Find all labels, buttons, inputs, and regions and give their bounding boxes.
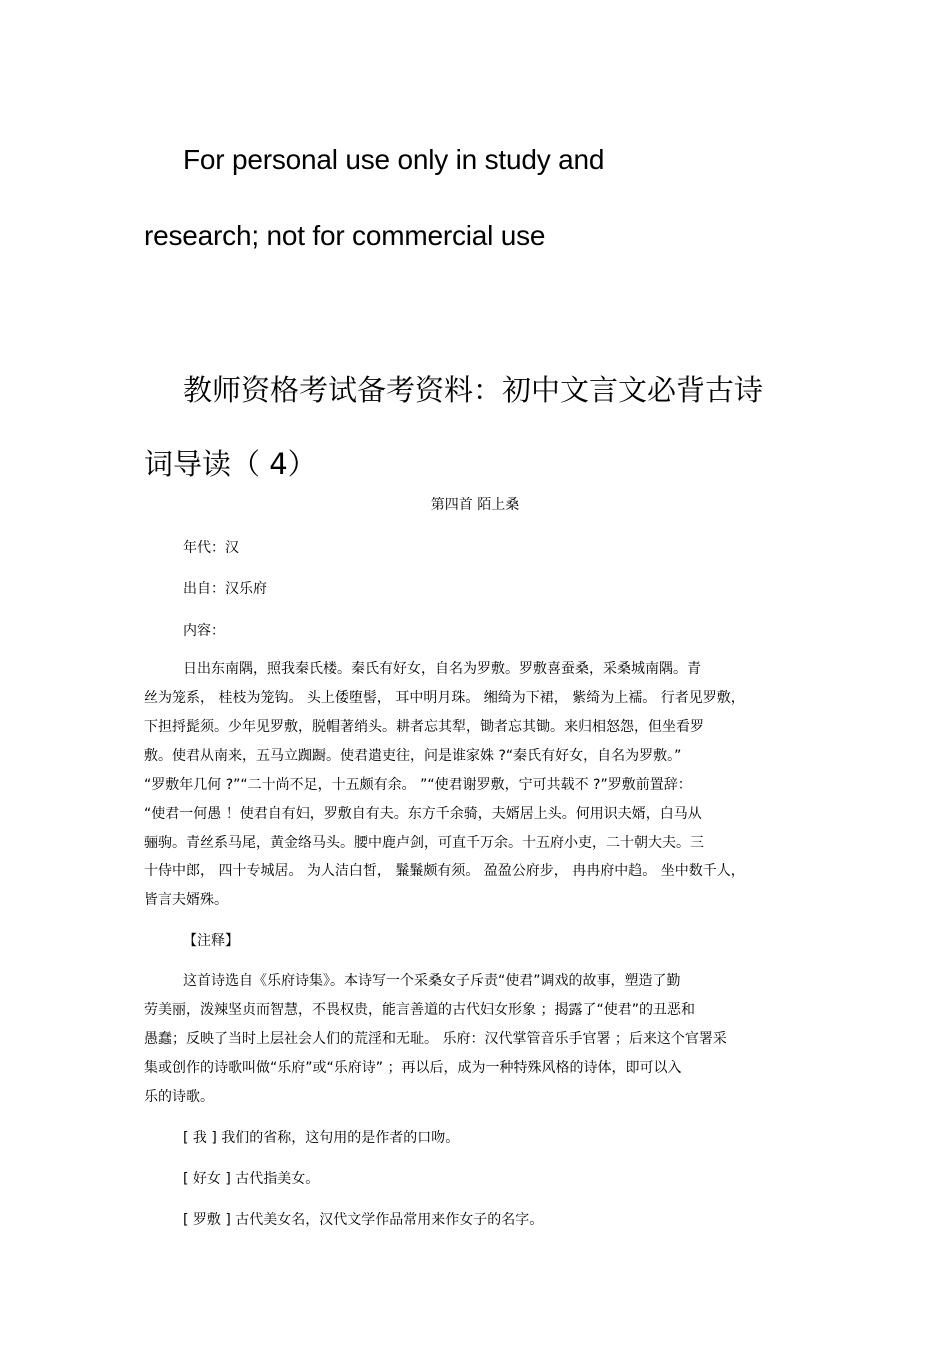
document-title-line-2: 词导读（ 4） [144,447,317,481]
disclaimer-line-2: research; not for commercial use [144,220,546,251]
poem-line: 敷。使君从南来，五马立踟蹰。使君遣吏往，问是谁家姝 ?“秦氏有好女，自名为罗敷。” [144,748,682,764]
poem-line: 下担捋髭须。少年见罗敷，脱帽著绡头。耕者忘其犁，锄者忘其锄。来归相怒怨，但坐看罗 [144,719,704,735]
poem-source: 出自：汉乐府 [183,581,267,597]
notes-label: 【注释】 [183,933,239,949]
content-label: 内容： [183,623,225,639]
document-title-line-1: 教师资格考试备考资料：初中文言文必背古诗 [183,373,764,407]
notes-line: 愚蠢；反映了当时上层社会人们的荒淫和无耻。 乐府：汉代掌管音乐手官署 ；后来这个官署采 [144,1031,727,1047]
poem-line: “使君一何愚 ！使君自有妇，罗敷自有夫。东方千余骑，夫婿居上头。何用识夫婿，白马从 [144,806,702,822]
glossary-item: [ 我 ] 我们的省称，这句用的是作者的口吻。 [183,1130,460,1146]
glossary-item: [ 好女 ] 古代指美女。 [183,1171,320,1187]
notes-line: 集或创作的诗歌叫做“乐府”或“乐府诗” ；再以后，成为一种特殊风格的诗体，即可以入 [144,1060,682,1076]
notes-line: 乐的诗歌。 [144,1089,214,1105]
poem-line: 丝为笼系， 桂枝为笼钩。 头上倭堕髻， 耳中明月珠。 缃绮为下裙， 紫绮为上襦。 行者见罗敷， [144,690,745,706]
poem-line: 十侍中郎， 四十专城居。 为人洁白皙， 鬑鬑颇有须。 盈盈公府步， 冉冉府中趋。 坐中数千人， [144,863,745,879]
notes-line: 劳美丽，泼辣坚贞而智慧，不畏权贵，能言善道的古代妇女形象 ；揭露了“使君”的丑恶和 [144,1002,695,1018]
glossary-item: [ 罗敷 ] 古代美女名，汉代文学作品常用来作女子的名字。 [183,1212,544,1228]
disclaimer-line-1: For personal use only in study and [183,144,605,175]
poem-era: 年代：汉 [183,540,239,556]
poem-line: 皆言夫婿殊。 [144,892,228,908]
poem-heading: 第四首 陌上桑 [430,497,520,513]
poem-line: 日出东南隅，照我秦氏楼。秦氏有好女，自名为罗敷。罗敷喜蚕桑，采桑城南隅。青 [183,661,701,677]
notes-line: 这首诗选自《乐府诗集》。本诗写一个采桑女子斥责“使君”调戏的故事，塑造了勤 [183,973,681,989]
poem-line: “罗敷年几何 ?”“二十尚不足，十五颇有余。 ”“使君谢罗敷，宁可共载不 ?”罗敷前置辞： [144,777,692,793]
poem-line: 骊驹。青丝系马尾，黄金络马头。腰中鹿卢剑，可直千万余。十五府小吏，二十朝大夫。三 [144,835,704,851]
